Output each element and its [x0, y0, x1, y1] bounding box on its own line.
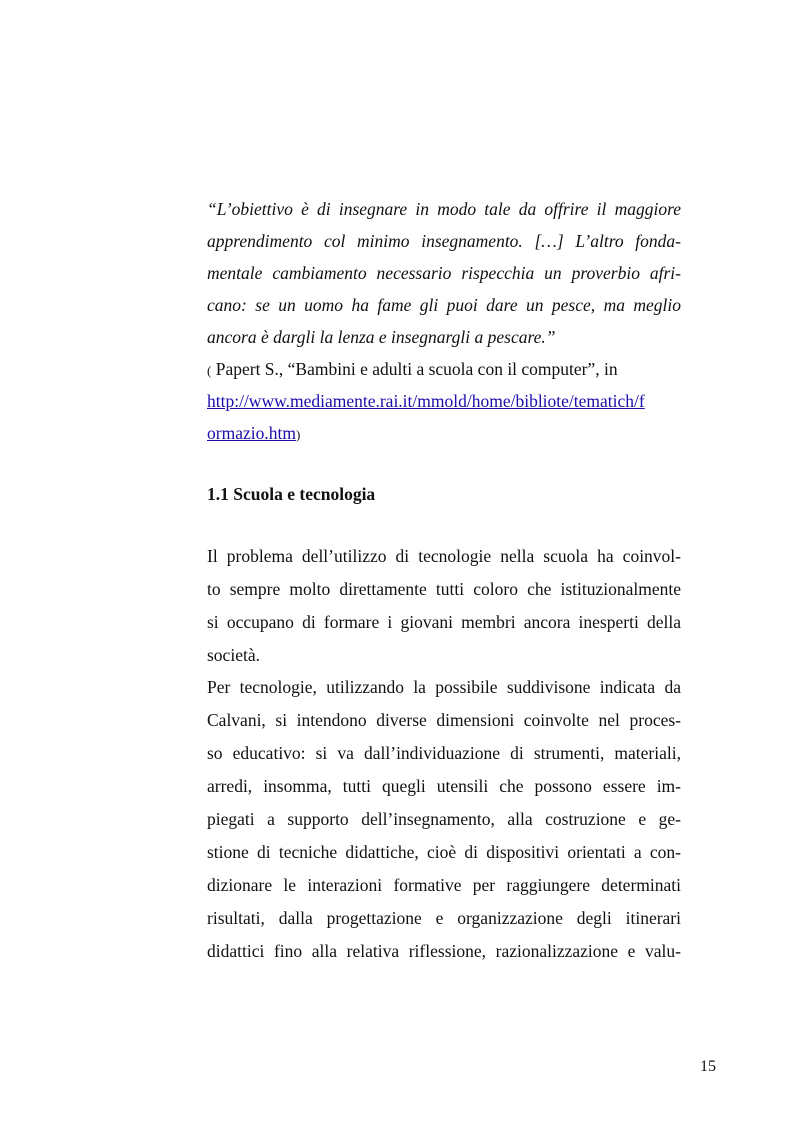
quote-line: cano: se un uomo ha fame gli puoi dare un pesce, ma meglio [207, 295, 681, 315]
citation-link-part1[interactable]: http://www.mediamente.rai.it/mmold/home/bibliote/tematich/f [207, 391, 645, 411]
page-number: 15 [700, 1058, 716, 1075]
citation-close-paren: ) [295, 427, 301, 442]
body-line: si occupano di formare i giovani membri ancora inesperti della [207, 612, 681, 632]
quote-line: ancora è dargli la lenza e insegnargli a pescare.” [207, 327, 556, 347]
quote-line: mentale cambiamento necessario rispecchia un proverbio afri- [207, 263, 681, 283]
citation-text: Papert S., “Bambini e adulti a scuola con il computer”, in [211, 359, 618, 379]
body-line: piegati a supporto dell’insegnamento, alla costruzione e ge- [207, 809, 681, 829]
section-heading: 1.1 Scuola e tecnologia [207, 484, 376, 504]
body-line: so educativo: si va dall’individuazione di strumenti, materiali, [207, 743, 681, 763]
body-line: società. [207, 645, 260, 665]
quote-line: apprendimento col minimo insegnamento. […] L’altro fonda- [207, 231, 681, 251]
body-line: to sempre molto direttamente tutti coloro che istituzionalmente [207, 579, 681, 599]
body-line: stione di tecniche didattiche, cioè di dispositivi orientati a con- [207, 842, 681, 862]
body-line: didattici fino alla relativa riflessione, razionalizzazione e valu- [207, 941, 681, 961]
citation-link-line [207, 422, 681, 444]
body-line: Calvani, si intendono diverse dimensioni coinvolte nel proces- [207, 710, 681, 730]
citation-open-paren: ( [207, 363, 212, 378]
body-line: dizionare le interazioni formative per raggiungere determinati [207, 875, 681, 895]
citation-link-part2[interactable]: ormazio.htm [207, 423, 296, 443]
body-line: Per tecnologie, utilizzando la possibile suddivisone indicata da [207, 677, 681, 697]
citation-line [207, 358, 681, 380]
body-line: arredi, insomma, tutti quegli utensili che possono essere im- [207, 776, 681, 796]
body-line: risultati, dalla progettazione e organizzazione degli itinerari [207, 908, 681, 928]
citation-link-line [207, 390, 681, 412]
quote-line: “L’obiettivo è di insegnare in modo tale da offrire il maggiore [207, 199, 681, 219]
body-line: Il problema dell’utilizzo di tecnologie nella scuola ha coinvol- [207, 546, 681, 566]
